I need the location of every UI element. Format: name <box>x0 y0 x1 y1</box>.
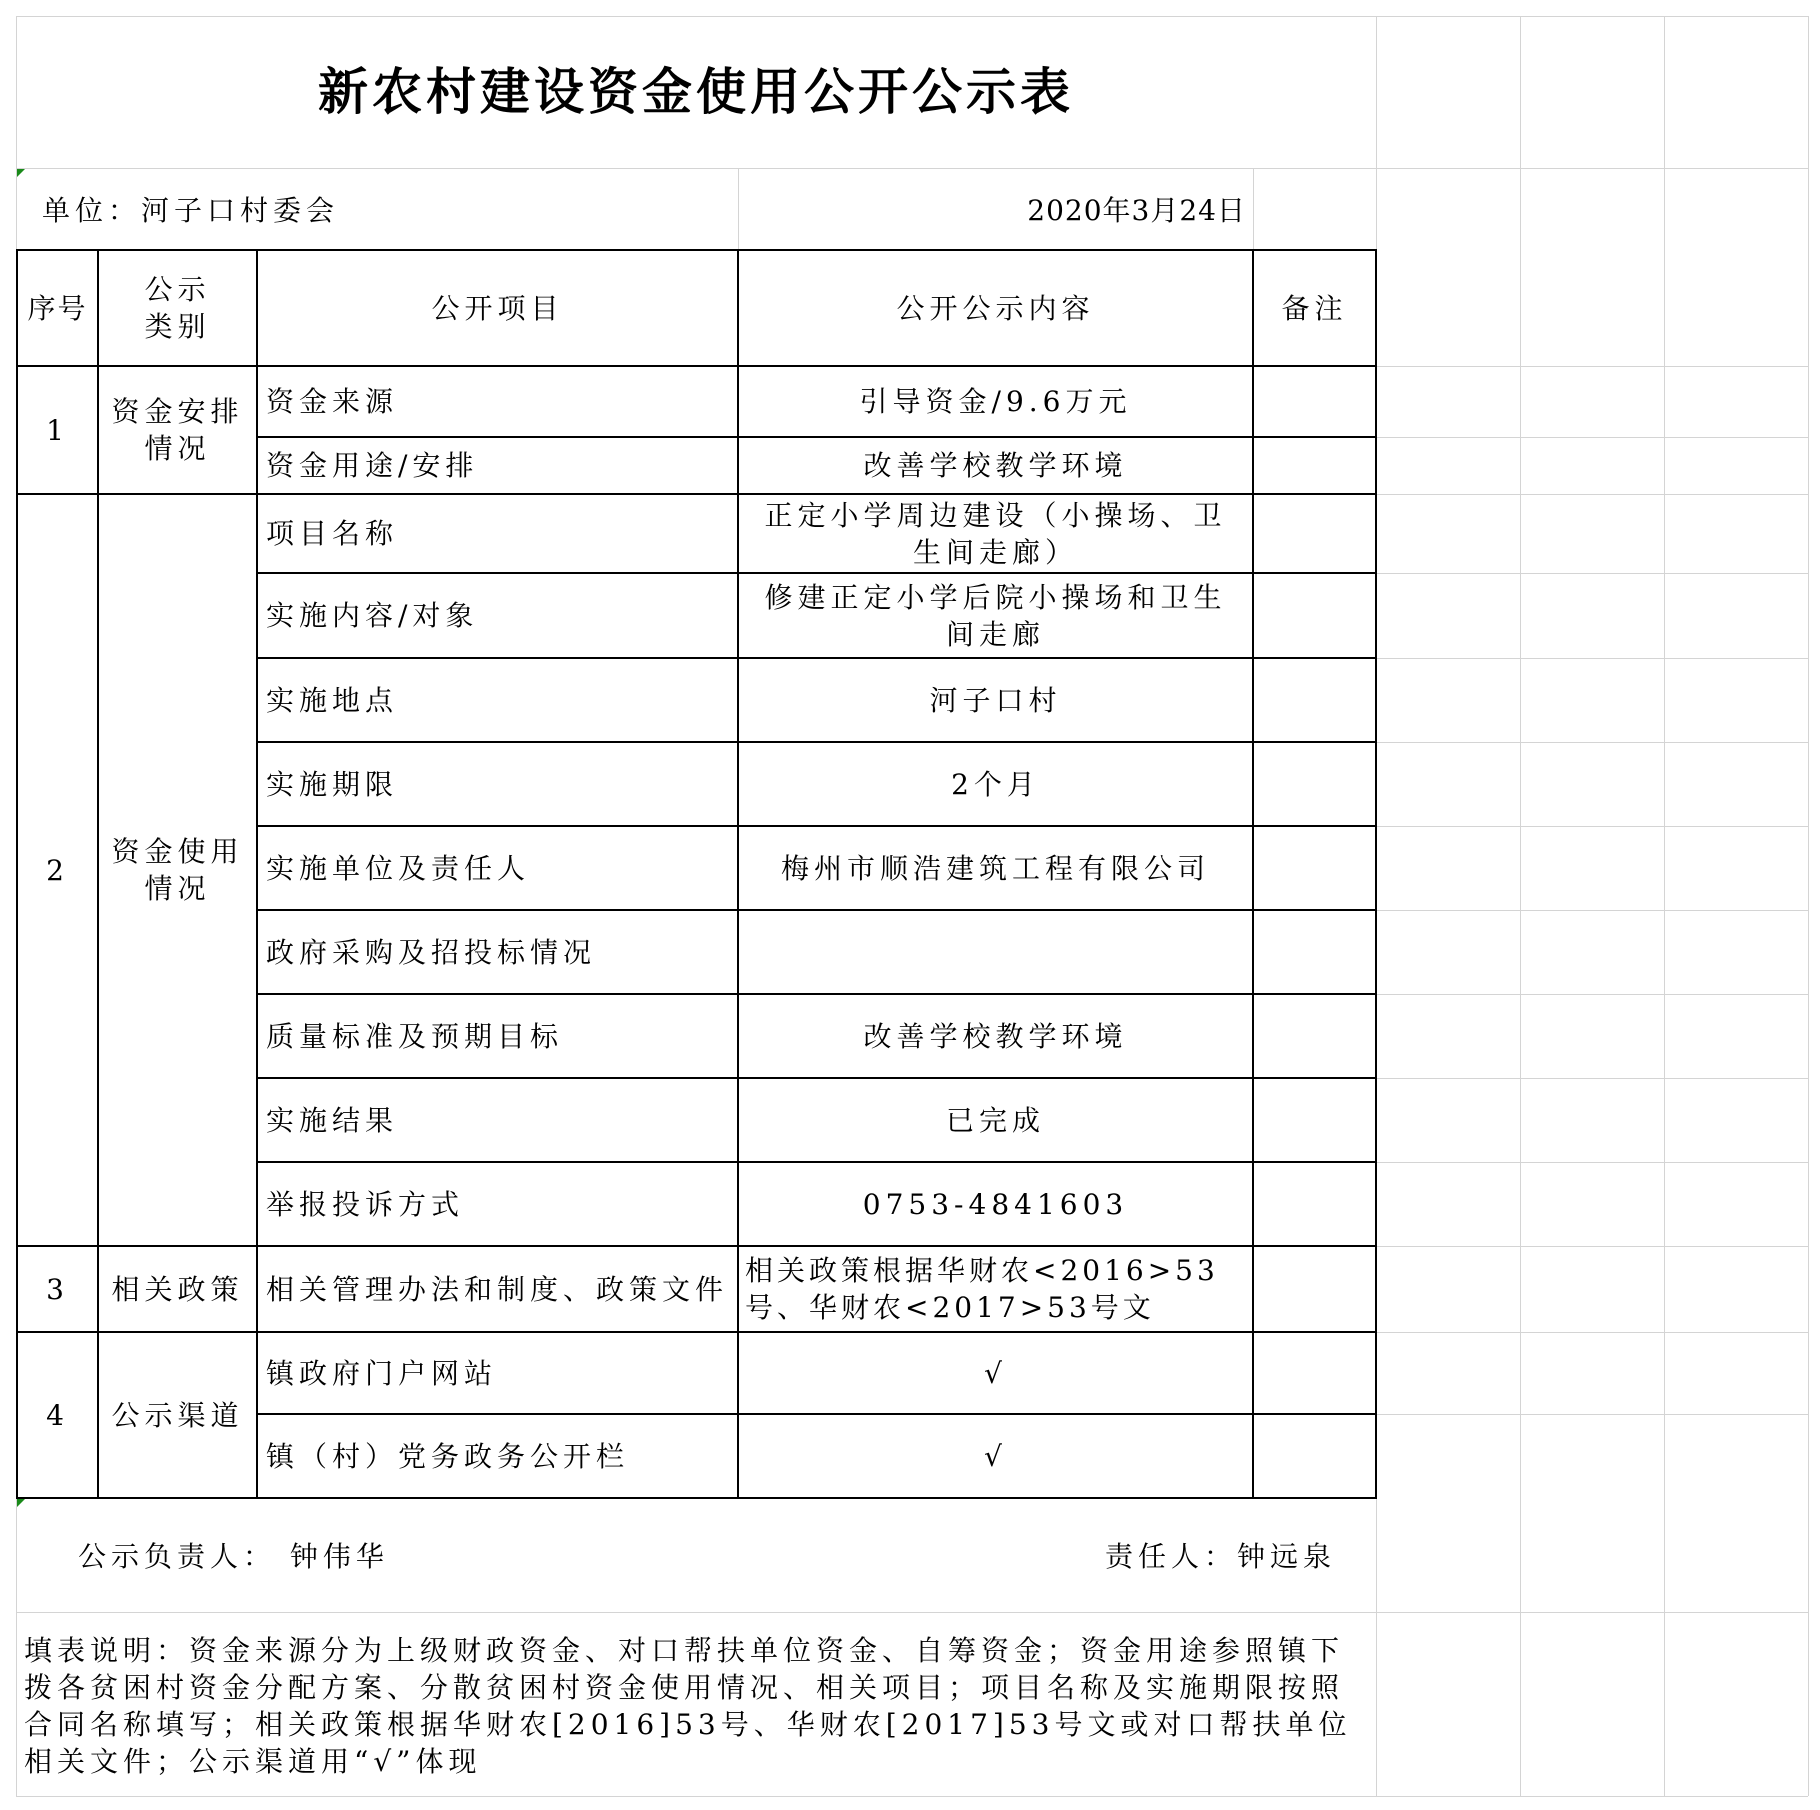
row-content: √ <box>984 1356 1007 1390</box>
filling-note: 填表说明：资金来源分为上级财政资金、对口帮扶单位资金、自筹资金；资金用途参照镇下拨各贫困村资金分配方案、分散贫困村资金使用情况、相关项目；项目名称及实施期限按照合同名称填写；相关政策根据华财农[2016]53号、华财农[2017]53号文或对口帮扶单位相关文件；公示渠道用“√”体现 <box>24 1634 1352 1778</box>
gridline <box>1376 910 1808 911</box>
row-content: 引导资金/9.6万元 <box>859 385 1132 418</box>
row-content: 梅州市顺浩建筑工程有限公司 <box>780 851 1210 885</box>
header-content: 公开公示内容 <box>896 291 1095 325</box>
cell-comment-indicator <box>17 1499 25 1507</box>
gridline <box>16 1796 1808 1797</box>
group-category: 相关政策 <box>111 1272 244 1306</box>
row-content: 0753-4841603 <box>862 1187 1129 1221</box>
row-item: 实施内容/对象 <box>266 599 479 632</box>
gridline <box>1376 1162 1808 1163</box>
header-item: 公开项目 <box>431 291 564 325</box>
row-item: 举报投诉方式 <box>266 1187 465 1221</box>
row-content: 已完成 <box>945 1103 1045 1137</box>
header-seq: 序号 <box>27 291 88 325</box>
group-no: 3 <box>46 1272 69 1306</box>
gridline <box>1253 168 1254 250</box>
gridline <box>1376 366 1808 367</box>
group-no: 1 <box>46 413 69 447</box>
gridline <box>1376 826 1808 827</box>
cell-comment-indicator <box>17 169 25 177</box>
row-content: 改善学校教学环境 <box>863 449 1128 482</box>
page-title: 新农村建设资金使用公开公示表 <box>318 62 1074 121</box>
group-category: 公示渠道 <box>111 1398 244 1432</box>
row-content: √ <box>984 1439 1007 1473</box>
group-category: 资金使用情况 <box>111 835 244 905</box>
header-remark: 备注 <box>1281 291 1348 325</box>
date-label: 2020年3月24日 <box>1027 193 1246 227</box>
row-content: 河子口村 <box>929 683 1062 717</box>
row-item: 政府采购及招投标情况 <box>266 935 597 969</box>
gridline <box>1376 494 1808 495</box>
table-border <box>16 1497 1377 1499</box>
gridline <box>1808 16 1809 1796</box>
gridline <box>1376 1414 1808 1415</box>
gridline <box>16 168 1808 169</box>
row-item: 相关管理办法和制度、政策文件 <box>266 1272 729 1306</box>
row-content: 修建正定小学后院小操场和卫生间走廊 <box>764 580 1227 651</box>
group-no: 4 <box>46 1398 69 1432</box>
row-item: 项目名称 <box>266 517 399 550</box>
row-item: 镇（村）党务政务公开栏 <box>266 1439 630 1473</box>
row-item: 镇政府门户网站 <box>266 1356 498 1390</box>
responsible-label: 责任人：钟远泉 <box>1104 1539 1336 1573</box>
group-category: 资金安排情况 <box>111 395 244 465</box>
gridline <box>1376 658 1808 659</box>
row-content <box>739 911 1252 993</box>
gridline <box>1376 437 1808 438</box>
row-item: 实施期限 <box>266 767 399 801</box>
gridline <box>1376 1332 1808 1333</box>
table-border <box>1252 249 1254 1499</box>
row-item: 资金来源 <box>266 385 399 418</box>
row-content: 相关政策根据华财农<2016>53号、华财农<2017>53号文 <box>745 1254 1219 1324</box>
row-content: 2个月 <box>951 767 1040 801</box>
row-item: 质量标准及预期目标 <box>266 1019 564 1053</box>
header-category: 公示类别 <box>144 273 211 343</box>
gridline <box>1520 16 1521 1796</box>
table-border <box>1375 249 1377 1499</box>
group-no: 2 <box>46 853 69 887</box>
gridline <box>1376 994 1808 995</box>
gridline <box>1376 573 1808 574</box>
row-item: 资金用途/安排 <box>266 449 479 482</box>
publisher-label: 公示负责人： 钟伟华 <box>78 1539 389 1573</box>
row-item: 实施地点 <box>266 683 399 717</box>
row-content: 正定小学周边建设（小操场、卫生间走廊） <box>764 498 1227 569</box>
row-item: 实施单位及责任人 <box>266 851 531 885</box>
row-content: 改善学校教学环境 <box>863 1019 1128 1053</box>
row-item: 实施结果 <box>266 1103 399 1137</box>
gridline <box>738 168 739 250</box>
gridline <box>1376 1246 1808 1247</box>
gridline <box>1376 742 1808 743</box>
gridline <box>1376 1078 1808 1079</box>
gridline <box>16 1612 1808 1613</box>
gridline <box>1664 16 1665 1796</box>
unit-label: 单位：河子口村委会 <box>42 193 340 227</box>
